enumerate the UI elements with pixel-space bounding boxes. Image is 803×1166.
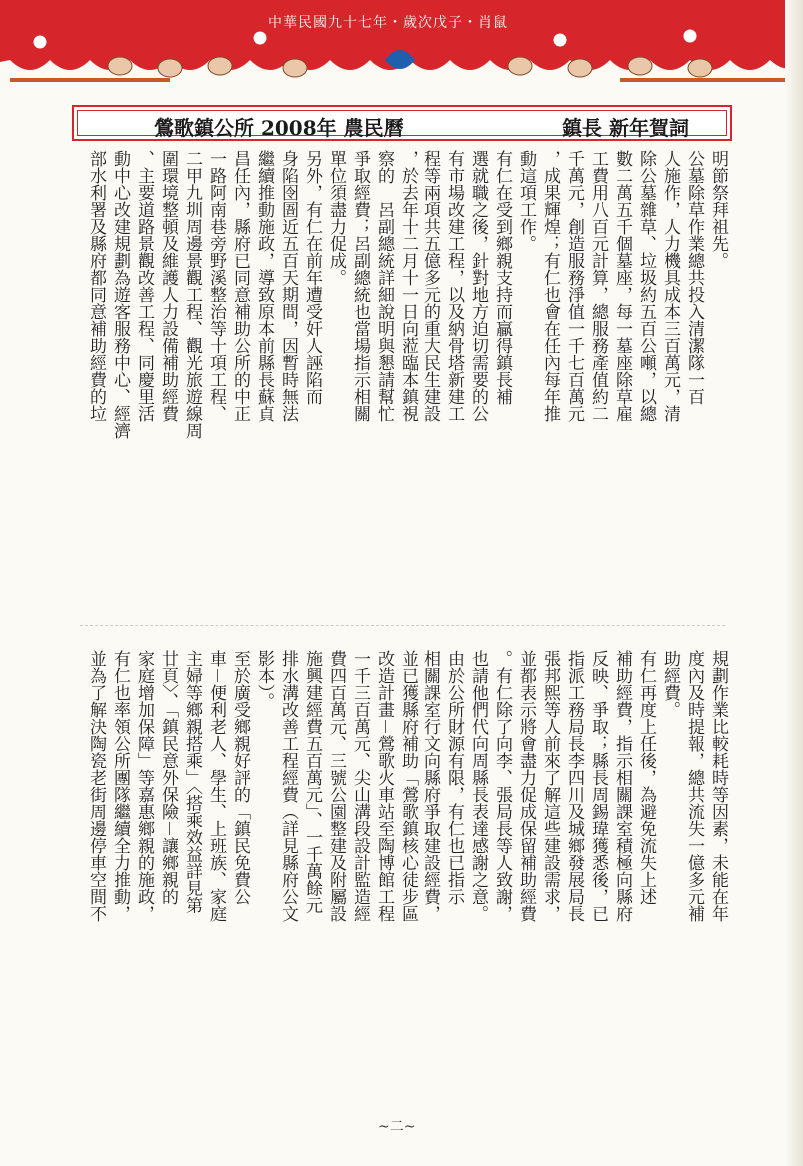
para-line: 張邦熙等人前來了解這些建設需求， — [540, 650, 560, 922]
para-line: ，成果輝煌；有仁也會在任內每年推 — [540, 150, 560, 422]
para-line: 助經費。 — [660, 650, 680, 718]
para-line: 費四百萬元、三號公園整建及附屬設 — [326, 650, 346, 922]
fence-icon — [10, 78, 790, 82]
bird-icon — [385, 48, 429, 69]
header-title-right: 鎮長 新年賀詞 — [562, 116, 689, 140]
para-line: 身陷囹圄近五百天期間，因暫時無法 — [278, 150, 298, 422]
para-line: 選就職之後，針對地方迫切需要的公 — [468, 150, 488, 422]
para-line: 反映、爭取；縣長周錫瑋獲悉後，已 — [588, 650, 608, 922]
para-line: 規劃作業比較耗時等因素，未能在年 — [708, 650, 728, 922]
para-line: 除公墓雜草、垃圾約五百公噸，以總 — [636, 150, 656, 422]
para-line: 有市場改建工程，以及納骨塔新建工 — [444, 150, 464, 422]
para-line: 並為了解決陶瓷老街周邊停車空間不 — [86, 650, 106, 922]
para-line: 動這項工作。 — [516, 150, 536, 252]
para-line: 千萬元，創造服務淨值一千七百萬元 — [564, 150, 584, 422]
para-line: 一千三百萬元、尖山溝段設計監造經 — [350, 650, 370, 922]
para-line: 有仁再度上任後，為避免流失上述 — [636, 650, 656, 905]
para-line: 有仁在受到鄉親支持而贏得鎮長補 — [492, 150, 512, 405]
header-title-left: 鶯歌鎮公所 2008年 農民曆 — [154, 116, 404, 140]
para-line: ，於去年十二月十一日向蒞臨本鎮視 — [398, 150, 418, 422]
top-title: 中華民國九十七年・歲次戊子・肖鼠 — [268, 15, 508, 31]
para-line: 數二萬五千個墓座，每一墓座除草雇 — [612, 150, 632, 422]
page-edge-shadow — [785, 0, 803, 1166]
page-number: ~二~ — [378, 1119, 416, 1135]
para-line: 公墓除草作業總共投入清潔隊一百 — [684, 150, 704, 405]
para-line: 改造計畫－鶯歌火車站至陶博館工程 — [374, 650, 394, 922]
para-line: 由於公所財源有限，有仁也已指示 — [444, 650, 464, 905]
para-line: 並已獲縣府補助「鶯歌鎮核心徒步區 — [398, 650, 418, 922]
para-line: 一路阿南巷旁野溪整治等十項工程、 — [206, 150, 226, 422]
para-line: 工費用八百元計算，總服務產值約二 — [588, 150, 608, 422]
para-line: 程等兩項共五億多元的重大民生建設 — [420, 150, 440, 422]
para-line: 另外，有仁在前年遭受奸人誣陷而 — [302, 150, 322, 405]
para-line: 察的 呂副總統詳細說明與懇請幫忙 — [374, 150, 394, 422]
para-line: 至於廣受鄉親好評的「鎮民免費公 — [230, 650, 250, 905]
para-line: 圍環境整頓及維護人力設備補助經費 — [158, 150, 178, 422]
para-line: 指派工務局長李四川及城鄉發展局長 — [564, 650, 584, 922]
para-line: 、主要道路景觀改善工程、同慶里活 — [134, 150, 154, 422]
para-line: 相關課室行文向縣府爭取建設經費， — [420, 650, 440, 922]
para-line: 補助經費，指示相關課室積極向縣府 — [612, 650, 632, 922]
para-line: 部水利署及縣府都同意補助經費的垃 — [86, 150, 106, 422]
para-line: 爭取經費；呂副總統也當場指示相關 — [350, 150, 370, 422]
header-bar — [72, 105, 732, 141]
upper-text-block-right — [420, 150, 730, 620]
para-line: 主婦等鄉親搭乘」〈搭乘效益詳見第 — [182, 650, 202, 914]
para-line: 明節祭拜祖先。 — [708, 150, 728, 269]
para-line: 昌任內，縣府已同意補助公所的中正 — [230, 150, 250, 422]
para-line: 。有仁除了向李、張局長等人致謝， — [492, 650, 512, 922]
para-line: 排水溝改善工程經費（詳見縣府公文 — [278, 650, 298, 922]
para-line: 人施作，人力機具成本三百萬元，清 — [660, 150, 680, 422]
lower-text-block-left — [75, 650, 420, 1120]
para-line: 度內及時提報，總共流失一億多元補 — [684, 650, 704, 922]
para-line: 施興建經費五百萬元」、一千萬餘元 — [302, 650, 322, 914]
section-divider — [80, 625, 725, 626]
lower-text-block-right — [420, 650, 730, 1120]
para-line: 單位須盡力促成。 — [326, 150, 346, 286]
para-line: 繼續推動施政，導致原本前縣長蘇貞 — [254, 150, 274, 422]
para-line: 影本）。 — [254, 650, 274, 710]
para-line: 二甲九圳周邊景觀工程、觀光旅遊線周 — [182, 150, 202, 439]
para-line: 也請他們代向周縣長表達感謝之意。 — [468, 650, 488, 922]
para-line: 並都表示將會盡力促成保留補助經費 — [516, 650, 536, 922]
upper-text-block-left — [75, 150, 420, 620]
para-line: 廿頁〉、「鎮民意外保險－讓鄉親的 — [158, 650, 178, 905]
para-line: 動中心改建規劃為遊客服務中心、經濟 — [110, 150, 130, 439]
mouse-flower-decoration — [0, 20, 803, 90]
para-line: 車－便利老人、學生、上班族、家庭 — [206, 650, 226, 922]
para-line: 有仁也率領公所團隊繼續全力推動， — [110, 650, 130, 922]
flower-icon — [33, 29, 697, 49]
para-line: 家庭增加保障」等嘉惠鄉親的施政， — [134, 650, 154, 922]
